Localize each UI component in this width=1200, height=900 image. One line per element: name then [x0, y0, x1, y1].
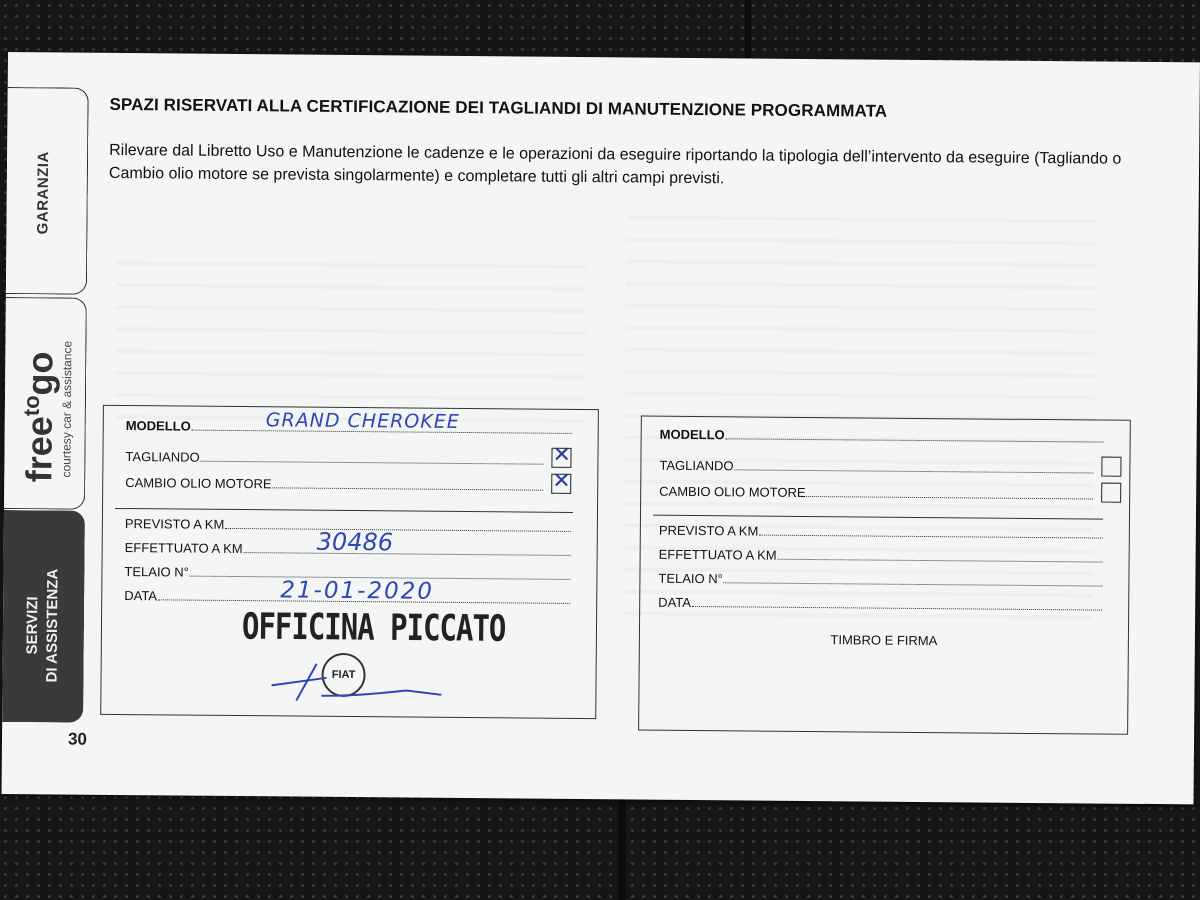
fiat-logo-icon: FIAT: [321, 653, 365, 697]
dealer-stamp: OFFICINA PICCATO: [241, 604, 506, 650]
cambio-olio-checkbox[interactable]: [551, 468, 571, 494]
intro-paragraph: Rilevare dal Libretto Uso e Manutenzione le cadenze e le operazioni da eseguire riportando la tipologia dell’intervento da eseguire (Tagliando o Cambio olio motore se prevista singolarmente) e completare tutti gli altri campi previsti.: [108, 141, 1122, 188]
tagliando-checkbox[interactable]: [551, 442, 572, 468]
telaio-row: TELAIO N°: [658, 571, 1102, 590]
page-number: 30: [67, 729, 88, 749]
booklet-page: [2, 52, 1200, 804]
signature-icon: [266, 655, 446, 707]
previsto-km-row: PREVISTO A KM: [659, 523, 1103, 542]
effettuato-km-row: EFFETTUATO A KM: [125, 540, 571, 559]
cambio-olio-row: CAMBIO OLIO MOTORE ✕: [125, 468, 571, 494]
check-mark-icon: ✕: [552, 468, 571, 494]
maintenance-form-empty: [638, 416, 1131, 735]
data-row: DATA: [658, 595, 1102, 614]
page-title: SPAZI RISERVATI ALLA CERTIFICAZIONE DEI TAGLIANDI DI MANUTENZIONE PROGRAMMATA: [109, 94, 888, 121]
tab-garanzia-label: GARANZIA: [34, 151, 53, 235]
effettuato-km-row: EFFETTUATO A KM: [659, 547, 1103, 566]
tab-servizi-label: SERVIZI DI ASSISTENZA: [23, 568, 62, 683]
modello-row: MODELLO: [126, 418, 572, 437]
seat-seam: [618, 790, 626, 900]
freetogo-logo: free$^{to}$go: [18, 351, 61, 483]
telaio-row: TELAIO N°: [124, 564, 570, 583]
divider: [115, 508, 573, 513]
cambio-olio-checkbox[interactable]: [1101, 483, 1121, 503]
previsto-km-row: PREVISTO A KM: [125, 516, 571, 535]
check-mark-icon: ✕: [552, 442, 572, 468]
data-row: DATA: [124, 588, 570, 607]
tagliando-row: TAGLIANDO ✕: [125, 442, 572, 468]
freetogo-tagline: courtesy car & assistance: [59, 340, 75, 478]
effettuato-km-handwritten: 30486: [316, 527, 394, 557]
modello-row: MODELLO: [660, 427, 1104, 446]
divider: [653, 515, 1103, 520]
tagliando-checkbox[interactable]: [1101, 457, 1121, 477]
modello-handwritten: GRAND CHEROKEE: [265, 409, 460, 433]
data-handwritten: 21-01-2020: [280, 577, 435, 605]
maintenance-form-filled: [100, 405, 599, 719]
bleed-through-text: [115, 243, 587, 427]
cambio-olio-row: CAMBIO OLIO MOTORE: [659, 479, 1121, 503]
timbro-e-firma-label: TIMBRO E FIRMA: [830, 632, 938, 649]
tagliando-row: TAGLIANDO: [659, 453, 1121, 477]
